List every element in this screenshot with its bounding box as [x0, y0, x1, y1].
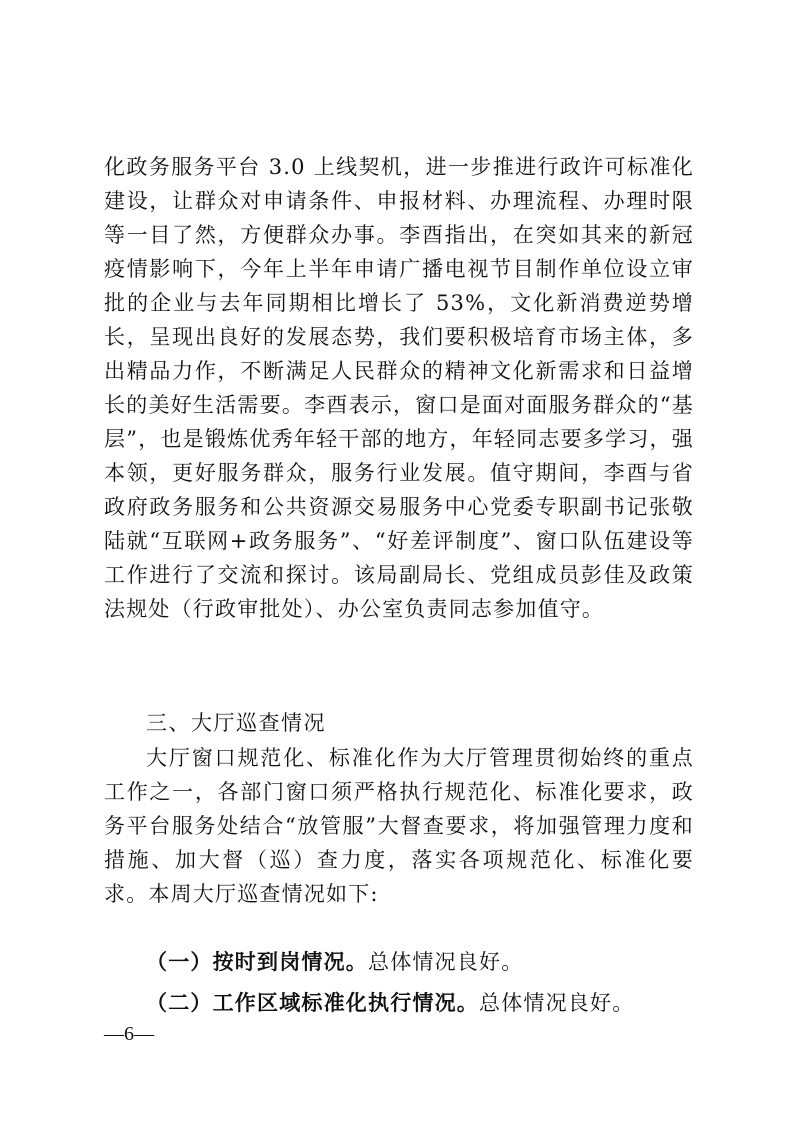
list-item-text: 总体情况良好。 — [479, 991, 635, 1015]
list-item — [146, 986, 634, 1020]
body-paragraph-1: 化政务服务平台 3.0 上线契机，进一步推进行政许可标准化建设，让群众对申请条件、申报材料、办理流程、办理时限等一目了然，方便群众办事。李酉指出，在突如其来的新冠疫情影响下，今年上半年申请广播电视节目制作单位设立审批的企业与去年同期相比增长了 53%，文化新消费逆势增长，呈现出良好的发展态势，我们要积极培育市场主体，多出精品力作，不断满足人民群众的精神文化新需求和日益增长的美好生活需要。李酉表示，窗口是面对面服务群众的“基层”，也是锻炼优秀年轻干部的地方，年轻同志要多学习，强本领，更好服务群众，服务行业发展。值守期间，李酉与省政府政务服务和公共资源交易服务中心党委专职副书记张敬陆就“互联网+政务服务”、“好差评制度”、窗口队伍建设等工作进行了交流和探讨。该局副局长、党组成员彭佳及政策法规处（行政审批处）、办公室负责同志参加值守。 — [104, 155, 694, 621]
body-paragraph-2: 大厅窗口规范化、标准化作为大厅管理贯彻始终的重点工作之一，各部门窗口须严格执行规范化、标准化要求，政务平台服务处结合“放管服”大督查要求，将加强管理力度和措施、加大督（巡）查力度，落实各项规范化、标准化要求。本周大厅巡查情况如下: — [104, 746, 694, 906]
list-item-lead: （二）工作区域标准化执行情况。 — [146, 991, 479, 1015]
list-item-lead: （一）按时到岗情况。 — [146, 950, 368, 974]
list-item-text: 总体情况良好。 — [368, 950, 524, 974]
section-heading: 三、大厅巡查情况 — [146, 711, 326, 735]
list-item — [146, 945, 523, 979]
page-number: —6— — [104, 1023, 154, 1045]
